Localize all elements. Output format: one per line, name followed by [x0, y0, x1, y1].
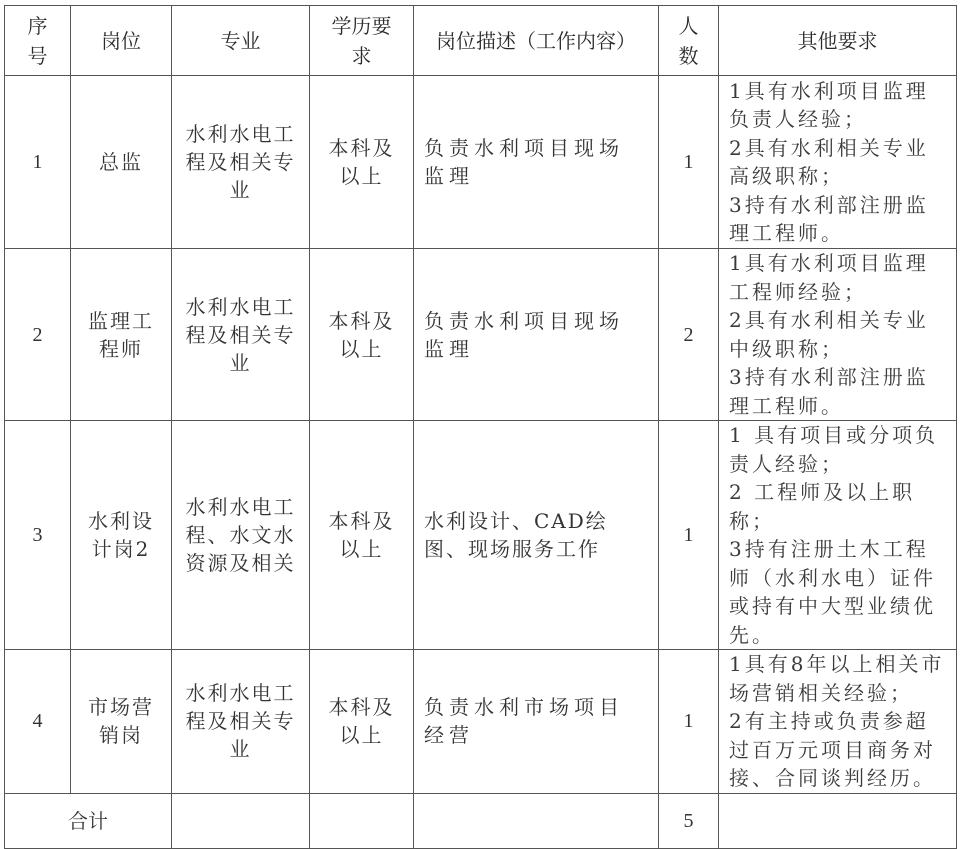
- header-major: 专业: [172, 6, 310, 76]
- cell-description: 负责水利项目现场监理: [414, 76, 659, 249]
- header-row: [5, 6, 957, 76]
- cell-seq: 2: [5, 249, 71, 421]
- cell-position: 水利设计岗2: [71, 421, 172, 650]
- total-label: 合计: [5, 793, 172, 848]
- requirement-item: 2具有水利相关专业中级职称；: [729, 308, 929, 361]
- cell-position: 总监: [71, 76, 172, 249]
- cell-count: 1: [659, 421, 719, 650]
- header-description: 岗位描述（工作内容）: [414, 6, 659, 76]
- cell-education: 本科及以上: [310, 76, 414, 249]
- header-seq: 序号: [5, 6, 71, 76]
- cell-empty: [172, 793, 310, 848]
- cell-position: 监理工程师: [71, 249, 172, 421]
- requirement-item: 1具有水利项目监理负责人经验；: [729, 78, 929, 131]
- requirement-item: 3持有水利部注册监理工程师。: [729, 192, 929, 245]
- cell-description: 水利设计、CAD绘图、现场服务工作: [414, 421, 659, 650]
- table-row: [5, 76, 957, 249]
- cell-education: 本科及以上: [310, 650, 414, 794]
- cell-other: [719, 249, 957, 421]
- requirement-item: 1具有8年以上相关市场营销相关经验；: [729, 652, 945, 705]
- header-other: 其他要求: [719, 6, 957, 76]
- cell-description: 负责水利市场项目经营: [414, 650, 659, 794]
- table-row: [5, 421, 957, 650]
- requirement-item: 3持有注册土木工程师（水利水电）证件或持有中大型业绩优先。: [729, 537, 936, 647]
- header-count: 人数: [659, 6, 719, 76]
- cell-seq: 1: [5, 76, 71, 249]
- cell-other: [719, 650, 957, 794]
- cell-major: 水利水电工程及相关专业: [172, 650, 310, 794]
- cell-seq: 3: [5, 421, 71, 650]
- requirement-item: 2有主持或负责参超过百万元项目商务对接、合同谈判经历。: [729, 709, 936, 790]
- table-row: [5, 249, 957, 421]
- cell-empty: [310, 793, 414, 848]
- cell-education: 本科及以上: [310, 249, 414, 421]
- total-row: [5, 793, 957, 848]
- total-count: 5: [659, 793, 719, 848]
- cell-major: 水利水电工程、水文水资源及相关: [172, 421, 310, 650]
- header-education: 学历要求: [310, 6, 414, 76]
- requirement-item: 3持有水利部注册监理工程师。: [729, 365, 929, 418]
- cell-seq: 4: [5, 650, 71, 794]
- cell-count: 1: [659, 650, 719, 794]
- requirement-item: 2具有水利相关专业高级职称；: [729, 135, 929, 188]
- cell-other: [719, 421, 957, 650]
- cell-major: 水利水电工程及相关专业: [172, 76, 310, 249]
- requirement-item: 2 工程师及以上职称；: [729, 480, 916, 533]
- cell-empty: [414, 793, 659, 848]
- cell-education: 本科及以上: [310, 421, 414, 650]
- cell-description: 负责水利项目现场监理: [414, 249, 659, 421]
- header-position: 岗位: [71, 6, 172, 76]
- requirement-item: 1具有水利项目监理工程师经验；: [729, 251, 929, 304]
- cell-count: 2: [659, 249, 719, 421]
- cell-empty: [719, 793, 957, 848]
- cell-count: 1: [659, 76, 719, 249]
- table-row: [5, 650, 957, 794]
- cell-other: [719, 76, 957, 249]
- recruitment-table: [4, 5, 957, 849]
- requirement-item: 1 具有项目或分项负责人经验；: [729, 423, 939, 476]
- cell-position: 市场营销岗: [71, 650, 172, 794]
- cell-major: 水利水电工程及相关专业: [172, 249, 310, 421]
